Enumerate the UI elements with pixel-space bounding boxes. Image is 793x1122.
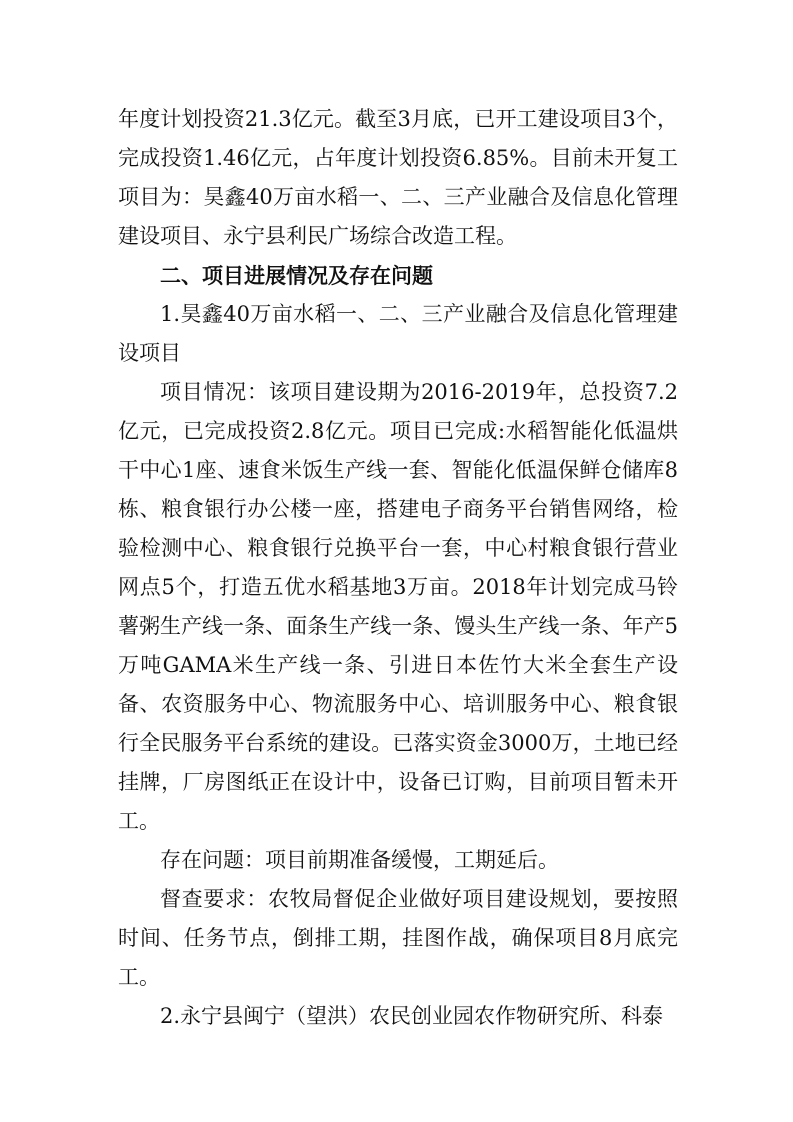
section-heading: 二、项目进展情况及存在问题 [160,263,433,288]
supervision-paragraph: 督查要求：农牧局督促企业做好项目建设规划，要按照时间、任务节点，倒排工期，挂图作战，确保项目8月底完工。 [118,887,678,989]
document-body [118,100,678,1036]
issues-paragraph: 存在问题：项目前期准备缓慢，工期延后。 [160,848,559,872]
item-2-title: 2.永宁县闽宁（望洪）农民创业园农作物研究所、科泰 [160,1004,664,1028]
item-1-title: 1.昊鑫40万亩水稻一、二、三产业融合及信息化管理建设项目 [118,302,678,365]
intro-paragraph: 年度计划投资21.3亿元。截至3月底，已开工建设项目3个，完成投资1.46亿元，占年度计划投资6.85%。目前未开复工项目为：昊鑫40万亩水稻一、二、三产业融合及信息化管理建设项目、永宁县利民广场综合改造工程。 [118,107,678,248]
project-status-paragraph: 项目情况：该项目建设期为2016-2019年，总投资7.2亿元，已完成投资2.8亿元。项目已完成:水稻智能化低温烘干中心1座、速食米饭生产线一套、智能化低温保鲜仓储库8栋、粮食银行办公楼一座，搭建电子商务平台销售网络，检验检测中心、粮食银行兑换平台一套，中心村粮食银行营业网点5个，打造五优水稻基地3万亩。2018年计划完成马铃薯粥生产线一条、面条生产线一条、馒头生产线一条、年产5万吨GAMA米生产线一条、引进日本佐竹大米全套生产设备、农资服务中心、物流服务中心、培训服务中心、粮食银行全民服务平台系统的建设。已落实资金3000万，土地已经挂牌，厂房图纸正在设计中，设备已订购，目前项目暂未开工。 [118,380,678,833]
